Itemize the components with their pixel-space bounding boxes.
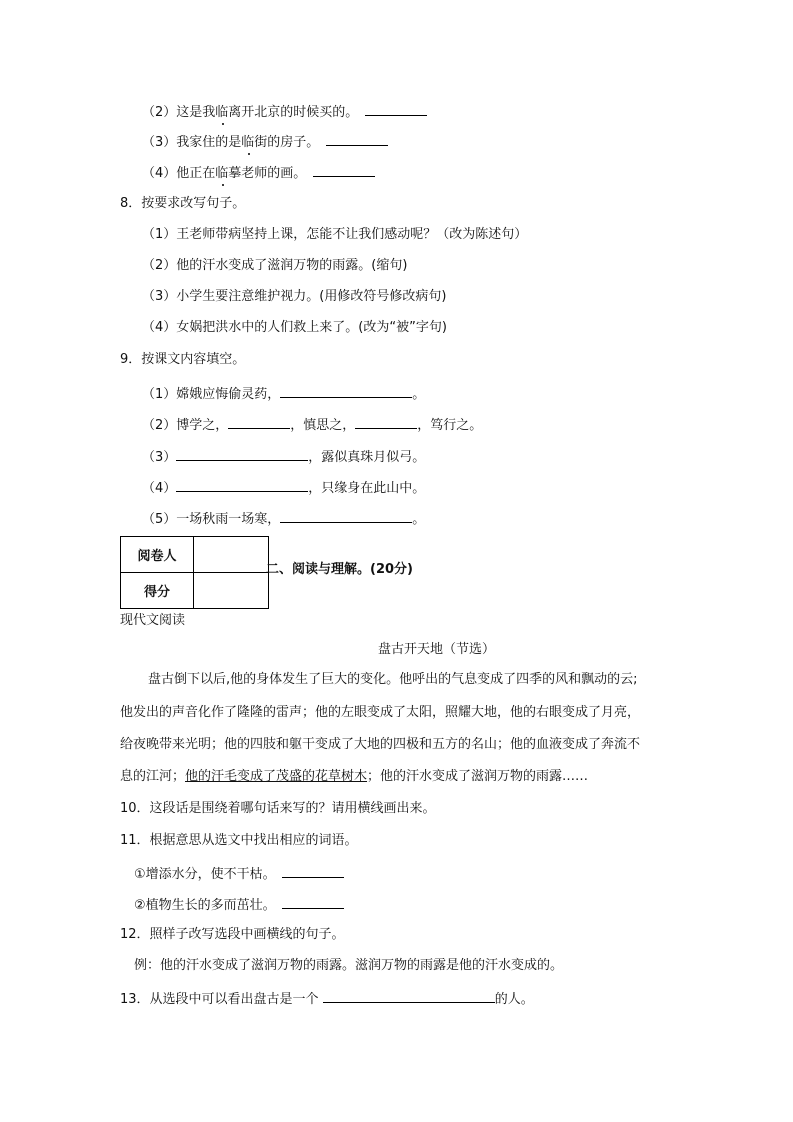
passage-line: 息的江河；他的汗毛变成了茂盛的花草树木；他的汗水变成了滋润万物的雨露…… (120, 769, 589, 784)
passage-line: 给夜晚带来光明；他的四肢和躯干变成了大地的四极和五方的名山；他的血液变成了奔流不 (120, 737, 641, 752)
q8-item: （2）他的汗水变成了滋润万物的雨露。(缩句) (142, 258, 408, 273)
passage-line: 他发出的声音化作了隆隆的雷声；他的左眼变成了太阳，照耀大地，他的右眼变成了月亮， (120, 705, 641, 720)
answer-blank[interactable] (326, 131, 388, 146)
passage-line: 盘古倒下以后,他的身体发生了巨大的变化。他呼出的气息变成了四季的风和飘动的云; (148, 672, 638, 687)
underlined-sentence: 他的汗毛变成了茂盛的花草树木 (185, 769, 368, 784)
answer-blank[interactable] (228, 414, 290, 429)
answer-blank[interactable] (313, 162, 375, 177)
q9-item-1: （1）嫦娥应悔偷灵药， 。 (142, 383, 425, 404)
q11-title: 11．根据意思从选文中找出相应的词语。 (120, 833, 358, 848)
q12-example: 例：他的汗水变成了滋润万物的雨露。滋润万物的雨露是他的汗水变成的。 (134, 958, 564, 973)
q8-item: （3）小学生要注意维护视力。(用修改符号修改病句) (142, 289, 447, 304)
q12-title: 12．照样子改写选段中画横线的句子。 (120, 927, 345, 942)
answer-blank[interactable] (282, 894, 344, 909)
reviewer-cell[interactable] (194, 537, 269, 573)
q13: 13．从选段中可以看出盘古是一个 的人。 (120, 988, 534, 1009)
passage-title: 盘古开天地（节选） (377, 642, 495, 657)
reading-label: 现代文阅读 (120, 613, 186, 628)
answer-blank[interactable] (323, 988, 495, 1003)
section-heading: 二、阅读与理解。(20分) (266, 562, 413, 577)
q9-item-5: （5）一场秋雨一场寒， 。 (142, 508, 425, 529)
answer-blank[interactable] (280, 383, 412, 398)
q9-item-2: （2）博学之， ，慎思之， ，笃行之。 (142, 414, 482, 435)
q8-title: 8．按要求改写句子。 (120, 196, 246, 211)
answer-blank[interactable] (282, 863, 344, 878)
q8-item: （4）女娲把洪水中的人们救上来了。(改为“被”字句) (142, 320, 447, 335)
q8-item: （1）王老师带病坚持上课，怎能不让我们感动呢？（改为陈述句） (142, 227, 528, 242)
q9-item-4: （4） ，只缘身在此山中。 (142, 477, 425, 498)
answer-blank[interactable] (355, 414, 417, 429)
answer-blank[interactable] (365, 101, 427, 116)
q11-item-1: ①增添水分，使不干枯。 (134, 863, 344, 884)
q7-item-4: （4）他正在临摹老师的画。 (142, 162, 375, 183)
q9-item-3: （3） ，露似真珠月似弓。 (142, 446, 425, 467)
score-table (120, 536, 269, 609)
q7-item-3: （3）我家住的是临街的房子。 (142, 131, 388, 152)
reviewer-label: 阅卷人 (121, 537, 194, 573)
q11-item-2: ②植物生长的多而茁壮。 (134, 894, 344, 915)
q7-item-2: （2）这是我临离开北京的时候买的。 (142, 101, 427, 122)
answer-blank[interactable] (280, 508, 412, 523)
score-cell[interactable] (194, 573, 269, 609)
answer-blank[interactable] (176, 477, 308, 492)
score-label: 得分 (121, 573, 194, 609)
answer-blank[interactable] (176, 446, 308, 461)
q9-title: 9．按课文内容填空。 (120, 352, 246, 367)
q10: 10．这段话是围绕着哪句话来写的？请用横线画出来。 (120, 801, 436, 816)
